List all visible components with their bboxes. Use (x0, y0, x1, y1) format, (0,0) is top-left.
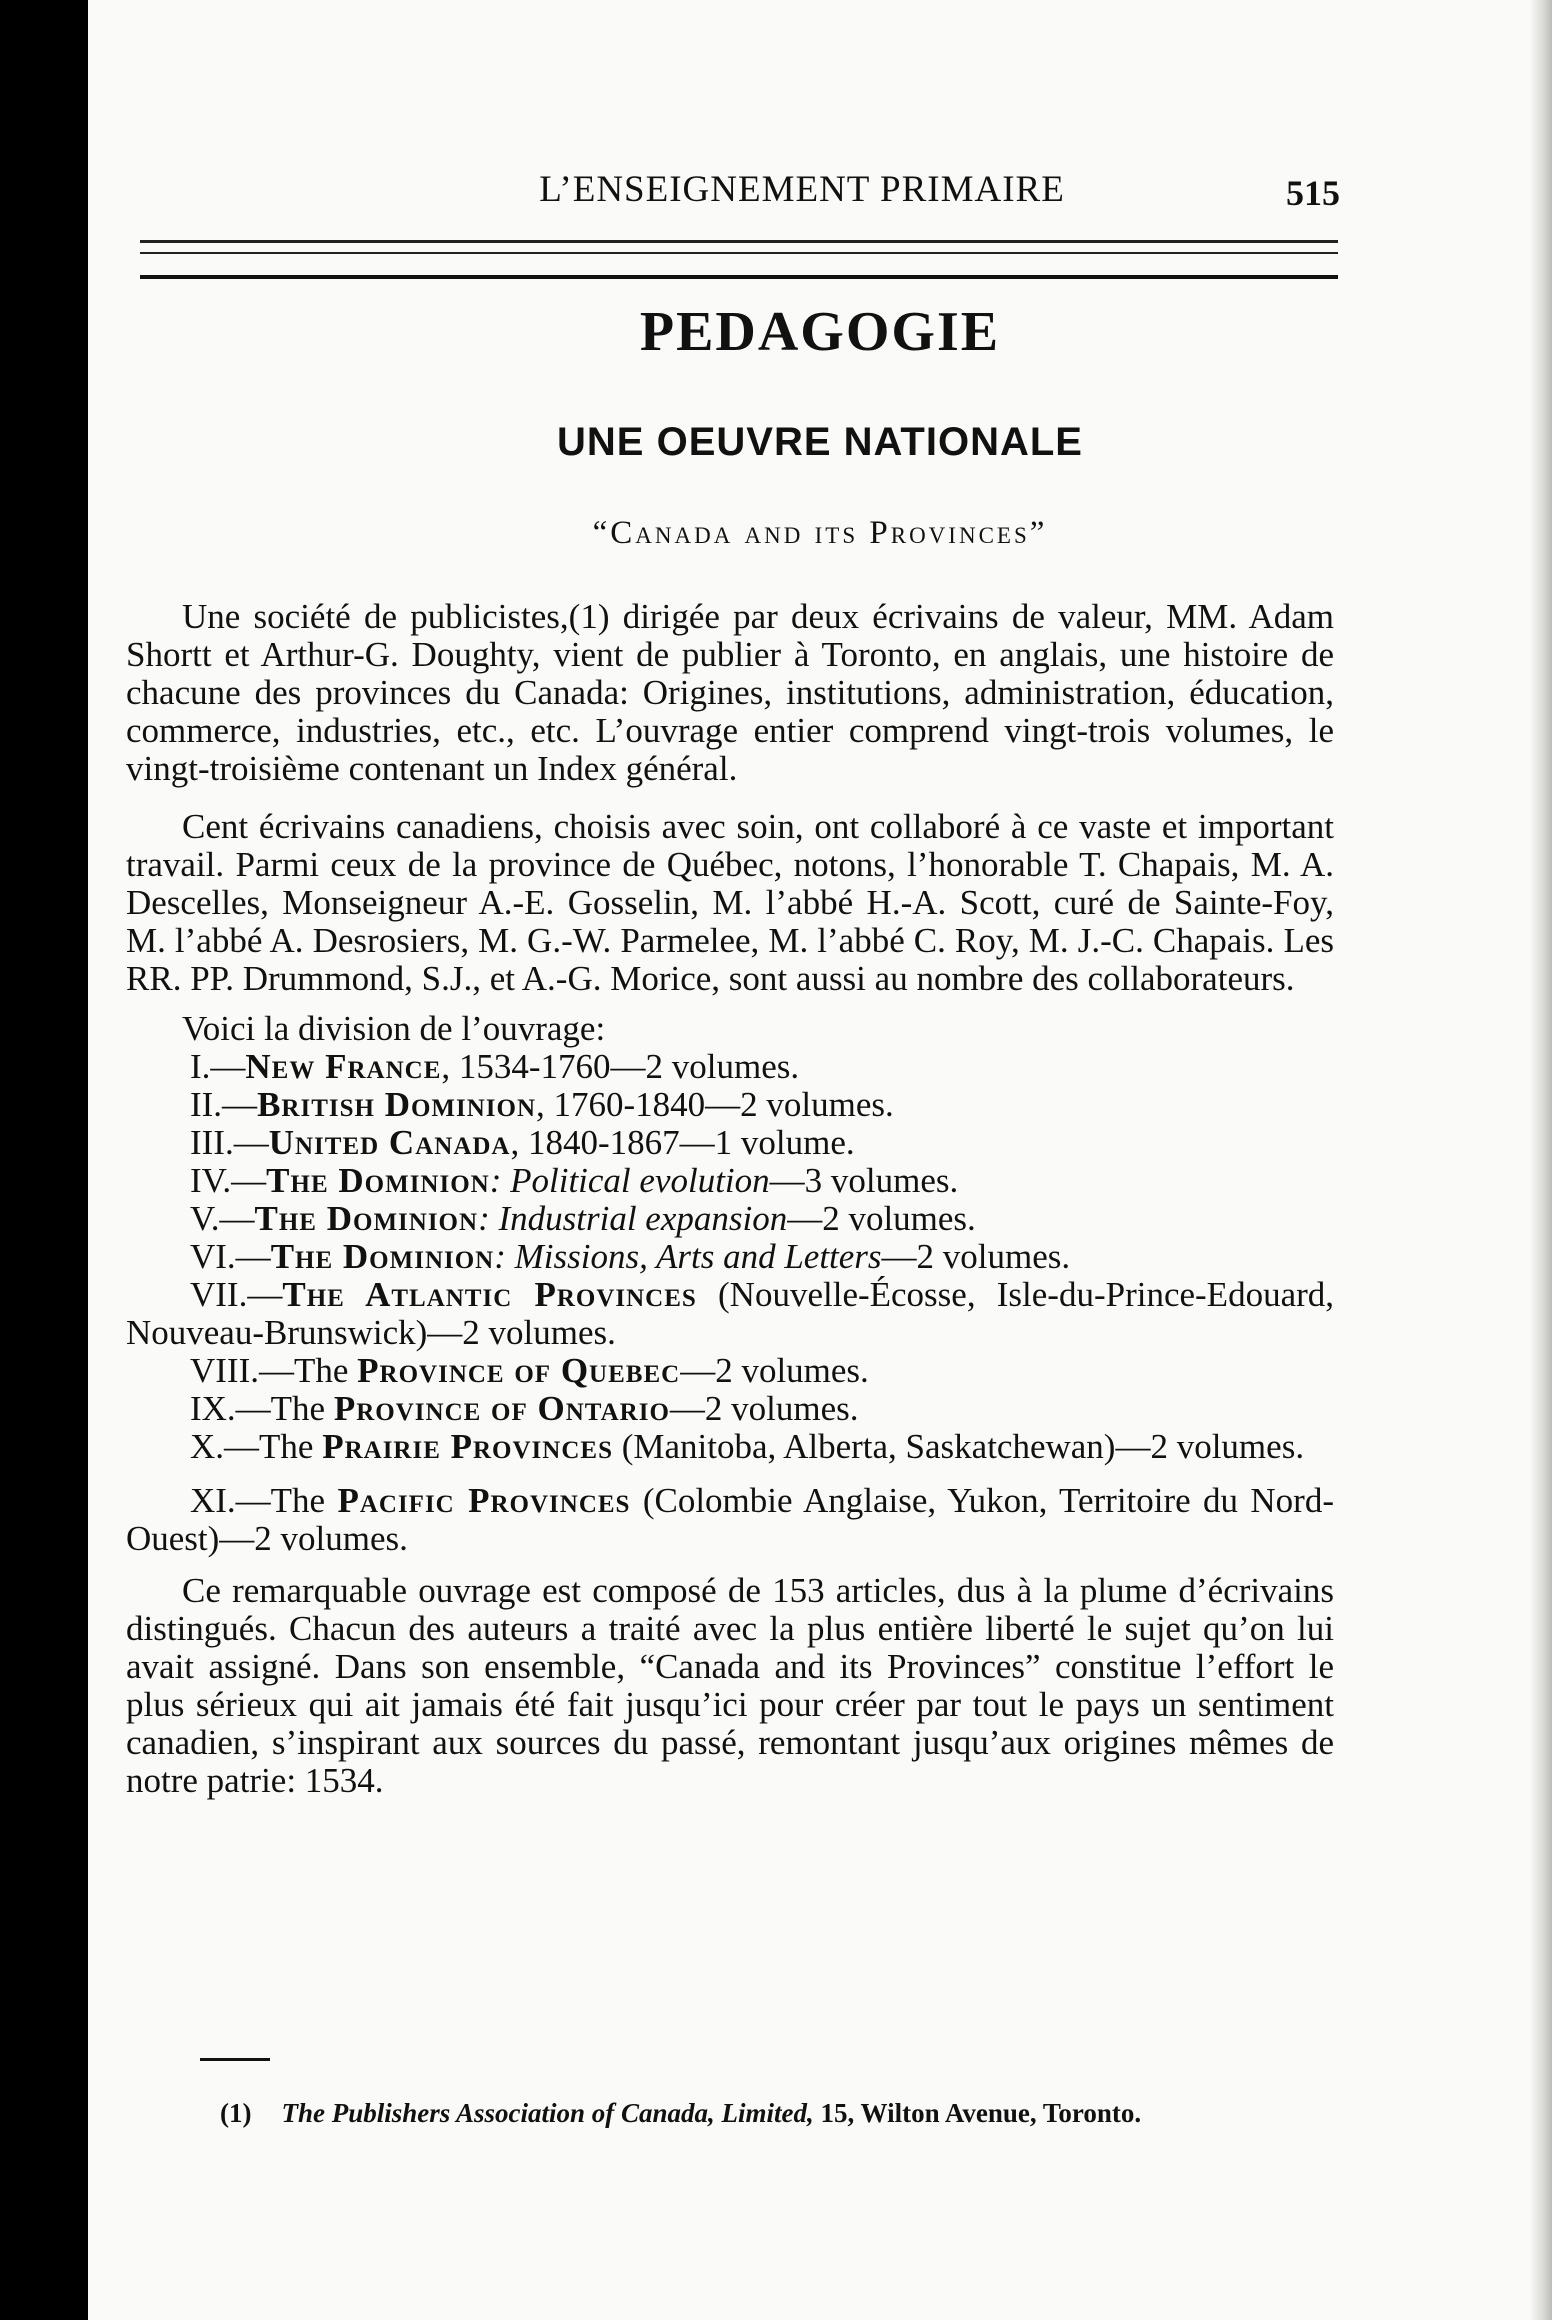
article-subtitle: “Canada and its Provinces” (592, 515, 1048, 551)
list-item: V.—The Dominion: Industrial expansion—2 volumes. (190, 1199, 976, 1238)
footnote (220, 2098, 1340, 2129)
paragraph: Ce remarquable ouvrage est composé de 153 articles, dus à la plume d’écrivains distingués. Chacun des auteurs a traité avec la plus entière liberté le sujet qu’on lui avait assigné. Dans son ensemble, “Canada and its Provinces” constitue l’effort le plus sérieux qui ait jamais été fait jusqu’ici pour créer par tout le pays un sentiment canadien, s’inspirant aux sources du passé, remontant jusqu’aux origines mêmes de notre patrie: 1534. (126, 1571, 1334, 1800)
running-title: L’ENSEIGNEMENT PRIMAIRE (539, 169, 1065, 210)
paragraph: Une société de publicistes,(1) dirigée par deux écrivains de valeur, MM. Adam Shortt et Arthur-G. Doughty, vient de publier à Toronto, en anglais, une histoire de chacune des provinces du Canada: Origines, institutions, administration, éducation, commerce, industries, etc., etc. L’ouvrage entier comprend vingt-trois volumes, le vingt-troisième contenant un Index général. (126, 597, 1334, 788)
list-item: II.—British Dominion, 1760-1840—2 volumes. (190, 1085, 894, 1124)
list-item: VII.—The Atlantic Provinces (Nouvelle-Écosse, Isle-du-Prince-Edouard, Nouveau-Brunswick)—2 volumes. (126, 1275, 1335, 1352)
header-rule (140, 252, 1338, 254)
division-intro: Voici la division de l’ouvrage: (182, 1009, 606, 1048)
list-item: X.—The Prairie Provinces (Manitoba, Alberta, Saskatchewan)—2 volumes. (190, 1427, 1305, 1466)
paragraph: Cent écrivains canadiens, choisis avec soin, ont collaboré à ce vaste et important travail. Parmi ceux de la province de Québec, notons, l’honorable T. Chapais, M. A. Descelles, Monseigneur A.-E. Gosselin, M. l’abbé H.-A. Scott, curé de Sainte-Foy, M. l’abbé A. Desrosiers, M. G.-W. Parmelee, M. l’abbé C. Roy, M. J.-C. Chapais. Les RR. PP. Drummond, S.J., et A.-G. Morice, sont aussi au nombre des collaborateurs. (126, 807, 1334, 998)
running-header (88, 168, 1552, 228)
header-rule (140, 240, 1338, 243)
list-item: VIII.—The Province of Quebec—2 volumes. (190, 1351, 869, 1390)
division-list (126, 1048, 1334, 1558)
footnote-publisher: The Publishers Association of Canada, Limited, (281, 2098, 814, 2128)
list-item: IV.—The Dominion: Political evolution—3 volumes. (190, 1161, 959, 1200)
list-item: VI.—The Dominion: Missions, Arts and Letters—2 volumes. (190, 1237, 1071, 1276)
footnote-rule (200, 2058, 270, 2061)
list-item: III.—United Canada, 1840-1867—1 volume. (190, 1123, 855, 1162)
list-item: I.—New France, 1534-1760—2 volumes. (190, 1047, 800, 1086)
footnote-address: 15, Wilton Avenue, Toronto. (813, 2098, 1142, 2128)
article-title: UNE OEUVRE NATIONALE (557, 420, 1083, 464)
list-item: XI.—The Pacific Provinces (Colombie Anglaise, Yukon, Territoire du Nord-Ouest)—2 volumes. (126, 1481, 1334, 1558)
list-item: IX.—The Province of Ontario—2 volumes. (190, 1389, 859, 1428)
header-rule-thick (140, 275, 1338, 279)
article-body (126, 598, 1334, 1800)
footnote-mark: (1) (220, 2098, 252, 2128)
page-number: 515 (1286, 173, 1340, 213)
book-page (88, 0, 1552, 2320)
section-title: PEDAGOGIE (639, 301, 1001, 363)
